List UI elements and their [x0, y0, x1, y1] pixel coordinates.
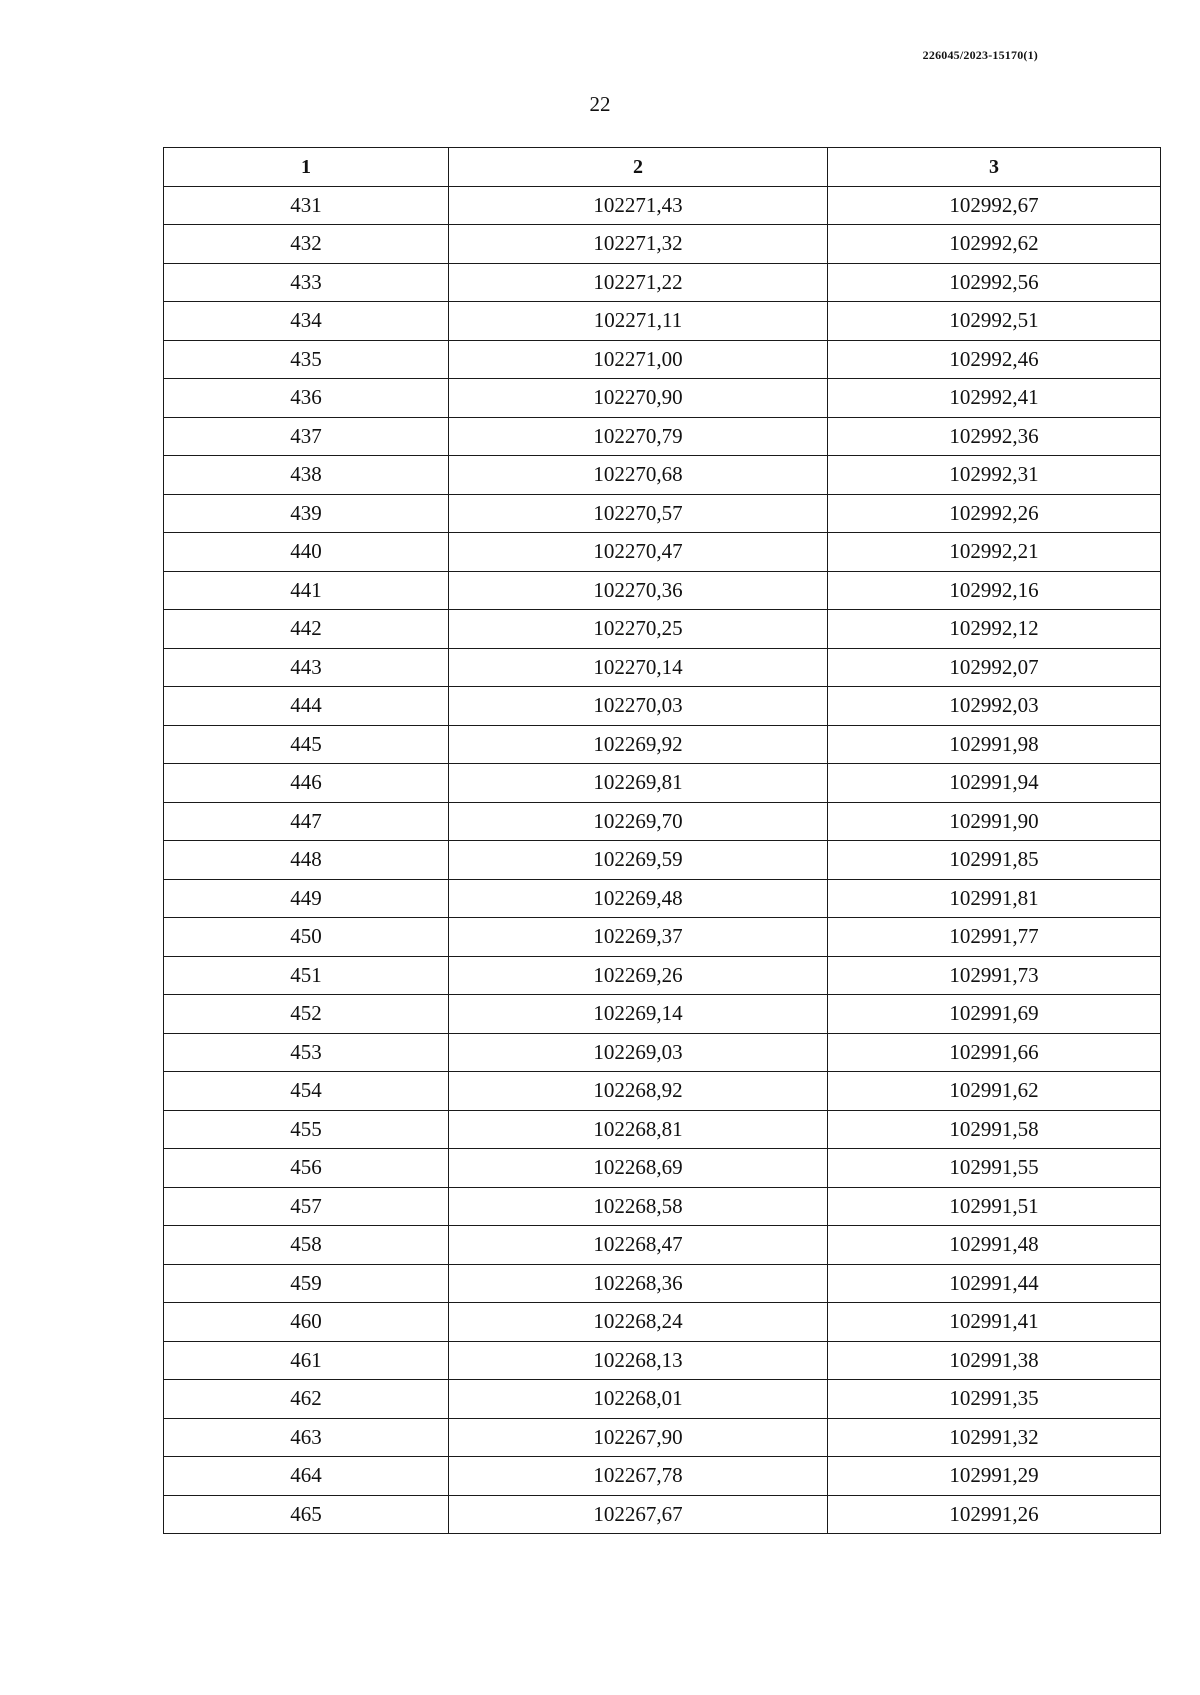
table-cell: 446: [164, 764, 449, 803]
table-cell: 445: [164, 725, 449, 764]
table-row: [164, 1418, 1161, 1457]
table-cell: 102992,62: [828, 225, 1161, 264]
table-row: [164, 533, 1161, 572]
table-cell: 443: [164, 648, 449, 687]
table-cell: 458: [164, 1226, 449, 1265]
table-cell: 102992,31: [828, 456, 1161, 495]
table-cell: 431: [164, 186, 449, 225]
table-cell: 464: [164, 1457, 449, 1496]
table-row: [164, 764, 1161, 803]
table-cell: 102992,67: [828, 186, 1161, 225]
table-row: [164, 1495, 1161, 1534]
table-cell: 453: [164, 1033, 449, 1072]
table-cell: 454: [164, 1072, 449, 1111]
table-row: [164, 956, 1161, 995]
table-cell: 102268,58: [449, 1187, 828, 1226]
table-cell: 102271,00: [449, 340, 828, 379]
table-cell: 102271,43: [449, 186, 828, 225]
table-cell: 436: [164, 379, 449, 418]
table-cell: 102991,35: [828, 1380, 1161, 1419]
table-cell: 102270,79: [449, 417, 828, 456]
table-cell: 437: [164, 417, 449, 456]
table-cell: 449: [164, 879, 449, 918]
table-cell: 434: [164, 302, 449, 341]
column-header: 3: [828, 148, 1161, 187]
table-row: [164, 379, 1161, 418]
table-row: [164, 802, 1161, 841]
table-cell: 435: [164, 340, 449, 379]
table-row: [164, 1110, 1161, 1149]
table-row: [164, 879, 1161, 918]
table-cell: 102270,14: [449, 648, 828, 687]
table-cell: 432: [164, 225, 449, 264]
table-cell: 102991,62: [828, 1072, 1161, 1111]
table-cell: 457: [164, 1187, 449, 1226]
table-cell: 102991,73: [828, 956, 1161, 995]
table-cell: 102267,90: [449, 1418, 828, 1457]
table-cell: 102270,57: [449, 494, 828, 533]
table-cell: 102269,03: [449, 1033, 828, 1072]
table-cell: 444: [164, 687, 449, 726]
table-row: [164, 725, 1161, 764]
table-cell: 102268,81: [449, 1110, 828, 1149]
table-cell: 102271,22: [449, 263, 828, 302]
table-cell: 102269,81: [449, 764, 828, 803]
table-cell: 102268,01: [449, 1380, 828, 1419]
table-cell: 102991,58: [828, 1110, 1161, 1149]
table-cell: 439: [164, 494, 449, 533]
table-row: [164, 1303, 1161, 1342]
table-row: [164, 1033, 1161, 1072]
table-body: [164, 186, 1161, 1534]
table-row: [164, 1226, 1161, 1265]
table-cell: 102269,48: [449, 879, 828, 918]
table-cell: 465: [164, 1495, 449, 1534]
table-row: [164, 1457, 1161, 1496]
table-cell: 102991,29: [828, 1457, 1161, 1496]
page-number: 22: [589, 92, 611, 116]
table-cell: 102269,92: [449, 725, 828, 764]
table-cell: 102991,32: [828, 1418, 1161, 1457]
table-cell: 460: [164, 1303, 449, 1342]
table-row: [164, 1187, 1161, 1226]
table-cell: 102992,41: [828, 379, 1161, 418]
table-cell: 102992,26: [828, 494, 1161, 533]
table-cell: 102267,78: [449, 1457, 828, 1496]
table-row: [164, 1380, 1161, 1419]
table-cell: 463: [164, 1418, 449, 1457]
table-cell: 102268,24: [449, 1303, 828, 1342]
table-cell: 442: [164, 610, 449, 649]
table-cell: 102268,92: [449, 1072, 828, 1111]
table-cell: 102270,47: [449, 533, 828, 572]
table-row: [164, 456, 1161, 495]
table-cell: 102268,36: [449, 1264, 828, 1303]
table-cell: 433: [164, 263, 449, 302]
table-cell: 455: [164, 1110, 449, 1149]
table-cell: 102269,70: [449, 802, 828, 841]
table-row: [164, 571, 1161, 610]
table-row: [164, 263, 1161, 302]
table-cell: 102270,36: [449, 571, 828, 610]
table-row: [164, 494, 1161, 533]
table-cell: 102271,11: [449, 302, 828, 341]
table-cell: 102991,90: [828, 802, 1161, 841]
table-cell: 102269,26: [449, 956, 828, 995]
table-cell: 451: [164, 956, 449, 995]
table-cell: 441: [164, 571, 449, 610]
table-cell: 102270,68: [449, 456, 828, 495]
table-cell: 102991,66: [828, 1033, 1161, 1072]
table-cell: 102992,36: [828, 417, 1161, 456]
column-header: 1: [164, 148, 449, 187]
table-cell: 462: [164, 1380, 449, 1419]
table-row: [164, 225, 1161, 264]
table-row: [164, 1072, 1161, 1111]
table-cell: 102268,13: [449, 1341, 828, 1380]
table-cell: 461: [164, 1341, 449, 1380]
coordinates-table: [163, 147, 1161, 1534]
table-header: [164, 148, 1161, 187]
table-header-row: [164, 148, 1161, 187]
table-cell: 102991,98: [828, 725, 1161, 764]
table-cell: 102992,46: [828, 340, 1161, 379]
table-row: [164, 687, 1161, 726]
table-cell: 102267,67: [449, 1495, 828, 1534]
table-row: [164, 1264, 1161, 1303]
table-cell: 102992,21: [828, 533, 1161, 572]
table-cell: 102268,69: [449, 1149, 828, 1188]
table-row: [164, 302, 1161, 341]
table-cell: 450: [164, 918, 449, 957]
table-row: [164, 841, 1161, 880]
table-cell: 447: [164, 802, 449, 841]
table-row: [164, 186, 1161, 225]
table-cell: 102269,37: [449, 918, 828, 957]
table-cell: 102991,38: [828, 1341, 1161, 1380]
table-cell: 102270,90: [449, 379, 828, 418]
table-cell: 448: [164, 841, 449, 880]
table-cell: 102992,51: [828, 302, 1161, 341]
table-cell: 452: [164, 995, 449, 1034]
table-row: [164, 1149, 1161, 1188]
table-cell: 438: [164, 456, 449, 495]
table-cell: 102991,51: [828, 1187, 1161, 1226]
table-row: [164, 340, 1161, 379]
table-cell: 102991,48: [828, 1226, 1161, 1265]
table-cell: 102991,81: [828, 879, 1161, 918]
table-row: [164, 995, 1161, 1034]
table-cell: 102992,03: [828, 687, 1161, 726]
table-cell: 102991,55: [828, 1149, 1161, 1188]
table-cell: 102991,94: [828, 764, 1161, 803]
table-cell: 102269,14: [449, 995, 828, 1034]
table-row: [164, 1341, 1161, 1380]
table-cell: 102992,16: [828, 571, 1161, 610]
table-cell: 459: [164, 1264, 449, 1303]
document-id: 226045/2023-15170(1): [922, 48, 1038, 62]
table-cell: 102991,41: [828, 1303, 1161, 1342]
table-cell: 102270,03: [449, 687, 828, 726]
column-header: 2: [449, 148, 828, 187]
table-cell: 102271,32: [449, 225, 828, 264]
table-cell: 102991,85: [828, 841, 1161, 880]
table-cell: 456: [164, 1149, 449, 1188]
table-cell: 102992,56: [828, 263, 1161, 302]
table-row: [164, 610, 1161, 649]
table-cell: 102991,44: [828, 1264, 1161, 1303]
table-cell: 102991,26: [828, 1495, 1161, 1534]
table-row: [164, 417, 1161, 456]
table-cell: 102991,69: [828, 995, 1161, 1034]
table-cell: 440: [164, 533, 449, 572]
table-row: [164, 648, 1161, 687]
table-cell: 102992,07: [828, 648, 1161, 687]
table-cell: 102991,77: [828, 918, 1161, 957]
table-cell: 102268,47: [449, 1226, 828, 1265]
table-cell: 102992,12: [828, 610, 1161, 649]
table-cell: 102269,59: [449, 841, 828, 880]
table-row: [164, 918, 1161, 957]
table-cell: 102270,25: [449, 610, 828, 649]
